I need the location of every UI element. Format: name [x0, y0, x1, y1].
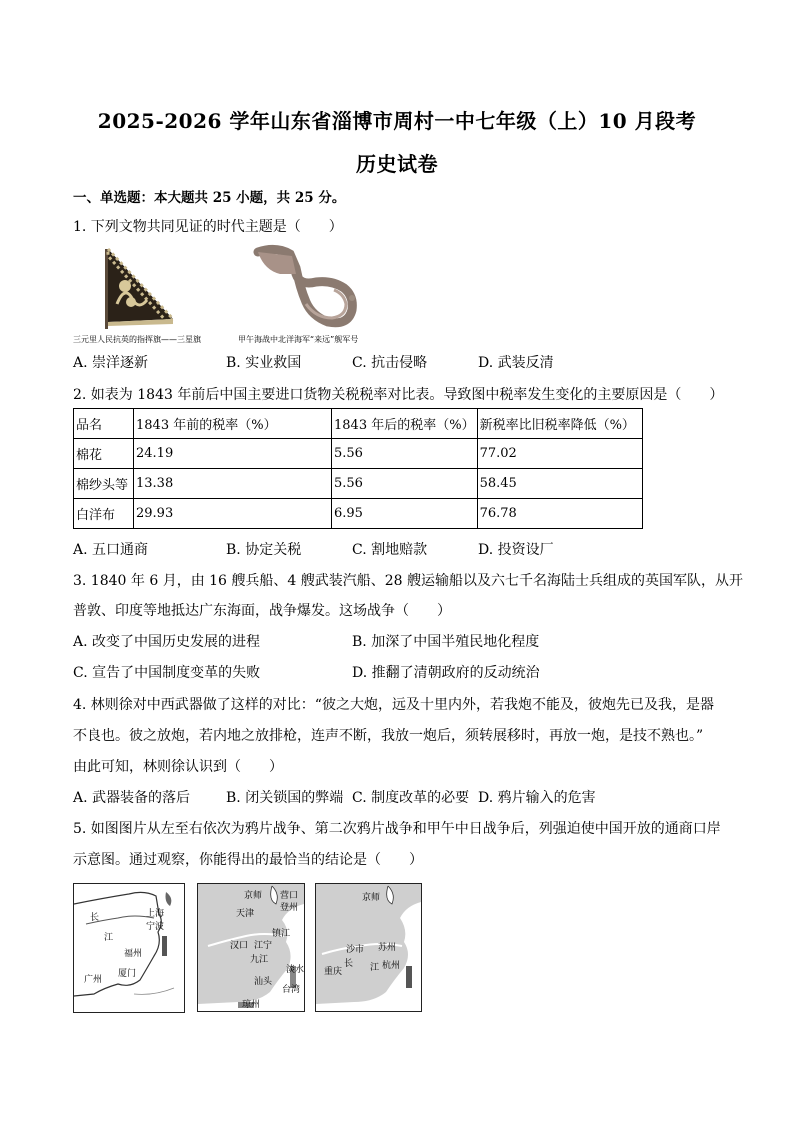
table-header-cell: 品名 — [74, 409, 134, 439]
q5-stem-line1: 5. 如图图片从左至右依次为鸦片战争、第二次鸦片战争和甲午中日战争后，列强迫使中国开放的通商口岸 — [73, 821, 721, 837]
q3-option-c[interactable]: C. 宣告了中国制度变革的失败 — [73, 665, 261, 681]
q2-option-c[interactable]: C. 割地赔款 — [352, 542, 428, 558]
q3-stem-line2: 普敦、印度等地抵达广东海面，战争爆发。这场战争（ ） — [73, 603, 451, 619]
q2-option-d[interactable]: D. 投资设厂 — [478, 542, 554, 558]
map2-label: 京师 — [244, 891, 263, 901]
map3-label: 苏州 — [378, 943, 397, 953]
q1-caption-bugle: 甲午海战中北洋海军“来远”舰军号 — [238, 335, 359, 344]
table-cell: 棉纱头等 — [74, 469, 134, 499]
table-cell: 58.45 — [477, 469, 642, 499]
table-cell: 29.93 — [134, 499, 332, 529]
map3-label: 重庆 — [324, 967, 343, 977]
map3-label: 京师 — [362, 893, 381, 903]
table-cell: 76.78 — [477, 499, 642, 529]
table-cell: 白洋布 — [74, 499, 134, 529]
q4-option-d[interactable]: D. 鸦片输入的危害 — [478, 790, 596, 806]
table-row — [74, 499, 643, 529]
q5-stem-line2: 示意图。通过观察，你能得出的最恰当的结论是（ ） — [73, 852, 423, 868]
map2-label: 营口 — [280, 891, 299, 901]
map2-label: 登州 — [280, 903, 299, 913]
q2-option-a[interactable]: A. 五口通商 — [73, 542, 149, 558]
q3-option-b[interactable]: B. 加深了中国半殖民地化程度 — [352, 634, 540, 650]
section-heading: 一、单选题：本大题共 25 小题，共 25 分。 — [73, 190, 346, 206]
table-row — [74, 469, 643, 499]
table-cell: 24.19 — [134, 439, 332, 469]
table-cell: 棉花 — [74, 439, 134, 469]
table-header-cell: 新税率比旧税率降低（%） — [477, 409, 642, 439]
table-cell: 5.56 — [332, 469, 478, 499]
map-sino-japanese-war — [315, 883, 422, 1012]
q1-option-c[interactable]: C. 抗击侵略 — [352, 355, 428, 371]
map-second-opium-war — [197, 883, 305, 1012]
map1-label: 上海 — [146, 909, 165, 919]
map2-label: 汉口 — [230, 941, 249, 951]
map1-label: 厦门 — [118, 969, 137, 979]
map3-label: 江 — [370, 963, 380, 973]
table-cell: 77.02 — [477, 439, 642, 469]
q4-option-b[interactable]: B. 闭关锁国的弊端 — [226, 790, 344, 806]
q4-stem-line2: 不良也。彼之放炮，若内地之放排枪，连声不断，我放一炮后，须转展移时，再放一炮，是技不熟也。” — [73, 728, 704, 744]
bugle-image — [236, 244, 396, 344]
q2-option-b[interactable]: B. 协定关税 — [226, 542, 302, 558]
map3-label: 杭州 — [382, 961, 401, 971]
table-header-cell: 1843 年前的税率（%） — [134, 409, 332, 439]
q2-stem: 2. 如表为 1843 年前后中国主要进口货物关税税率对比表。导致图中税率发生变化的主要原因是（ ） — [73, 387, 724, 403]
q1-stem: 1. 下列文物共同见证的时代主题是（ ） — [73, 219, 343, 235]
map2-label: 淡水 — [286, 965, 305, 975]
q3-stem-line1: 3. 1840 年 6 月，由 16 艘兵船、4 艘武装汽船、28 艘运输船以及六七千名海陆士兵组成的英国军队，从开 — [73, 573, 744, 589]
tariff-table — [73, 408, 643, 529]
q4-stem-line3: 由此可知，林则徐认识到（ ） — [73, 759, 283, 775]
q4-option-c[interactable]: C. 制度改革的必要 — [352, 790, 470, 806]
table-row — [74, 439, 643, 469]
table-cell: 13.38 — [134, 469, 332, 499]
table-header-cell: 1843 年后的税率（%） — [332, 409, 478, 439]
map3-label: 长 — [344, 959, 354, 969]
map2-label: 九江 — [250, 955, 269, 965]
table-cell: 5.56 — [332, 439, 478, 469]
q3-option-d[interactable]: D. 推翻了清朝政府的反动统治 — [352, 665, 540, 681]
exam-subtitle: 历史试卷 — [356, 152, 438, 176]
q1-caption-flag: 三元里人民抗英的指挥旗——三星旗 — [73, 335, 201, 344]
map3-label: 沙市 — [346, 945, 365, 955]
table-cell: 6.95 — [332, 499, 478, 529]
map1-label: 江 — [104, 933, 114, 943]
q1-option-d[interactable]: D. 武装反清 — [478, 355, 554, 371]
three-star-flag-image — [73, 244, 253, 344]
map1-label: 福州 — [124, 949, 143, 959]
exam-title: 2025-2026 学年山东省淄博市周村一中七年级（上）10 月段考 — [97, 109, 697, 133]
map2-label: 天津 — [236, 909, 255, 919]
map2-label: 镇江 — [272, 929, 291, 939]
q1-option-b[interactable]: B. 实业救国 — [226, 355, 302, 371]
table-header-row — [74, 409, 643, 439]
map2-label: 台湾 — [282, 985, 301, 995]
map1-label: 宁波 — [146, 922, 165, 932]
q3-option-a[interactable]: A. 改变了中国历史发展的进程 — [73, 634, 261, 650]
map2-label: 琼州 — [242, 1000, 261, 1010]
map-opium-war — [73, 883, 185, 1013]
q1-option-a[interactable]: A. 崇洋逐新 — [73, 355, 149, 371]
q4-stem-line1: 4. 林则徐对中西武器做了这样的对比：“彼之大炮，远及十里内外，若我炮不能及，彼炮先已及我，是器 — [73, 697, 714, 713]
map1-label: 广州 — [84, 975, 103, 985]
map1-label: 长 — [90, 913, 100, 923]
map2-label: 汕头 — [254, 977, 273, 987]
q4-option-a[interactable]: A. 武器装备的落后 — [73, 790, 191, 806]
map2-label: 江宁 — [254, 941, 273, 951]
